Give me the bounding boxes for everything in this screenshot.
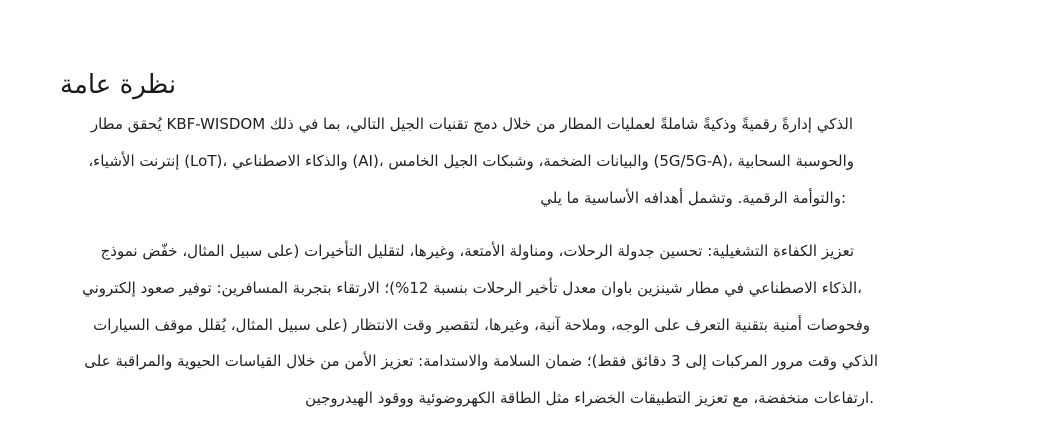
page-title: نظرة عامة — [60, 70, 177, 101]
paragraph-2-line-3: وفحوصات أمنية بتقنية التعرف على الوجه، وملاحة آنية، وغيرها، لتقصير وقت الانتظار (على سبيل المثال، يُقلل موقف السيارات — [93, 316, 870, 334]
paragraph-2-line-1: تعزيز الكفاءة التشغيلية: تحسين جدولة الرحلات، ومناولة الأمتعة، وغيرها، لتقليل التأخيرات (على سبيل المثال، خفّض نموذج — [100, 242, 854, 260]
paragraph-1-line-2: والحوسبة السحابية ،(5G/5G-A) والبيانات الضخمة، وشبكات الجيل الخامس ،(AI) والذكاء الاصطناعي ،(LoT) إنترنت الأشياء، — [88, 152, 854, 170]
paragraph-2-line-5: .ارتفاعات منخفضة، مع تعزيز التطبيقات الخضراء مثل الطاقة الكهروضوئية ووقود الهيدروجين — [305, 389, 874, 407]
paragraph-2-line-2: ،الذكاء الاصطناعي في مطار شينزين باوان معدل تأخير الرحلات بنسبة 12%)؛ الارتقاء بتجربة المسافرين: توفير صعود إلكتروني — [82, 279, 862, 297]
paragraph-1-line-1: الذكي إدارةً رقميةً وذكيةً شاملةً لعمليات المطار من خلال دمج تقنيات الجيل التالي، بما في ذلك KBF-WISDOM يُحقق مطار — [90, 115, 853, 133]
paragraph-2-line-4: الذكي وقت مرور المركبات إلى 3 دقائق فقط)؛ ضمان السلامة والاستدامة: تعزيز الأمن من خلال القياسات الحيوية والمراقبة على — [84, 352, 878, 370]
paragraph-1-line-3: :والتوأمة الرقمية. وتشمل أهدافه الأساسية ما يلي — [540, 189, 846, 207]
